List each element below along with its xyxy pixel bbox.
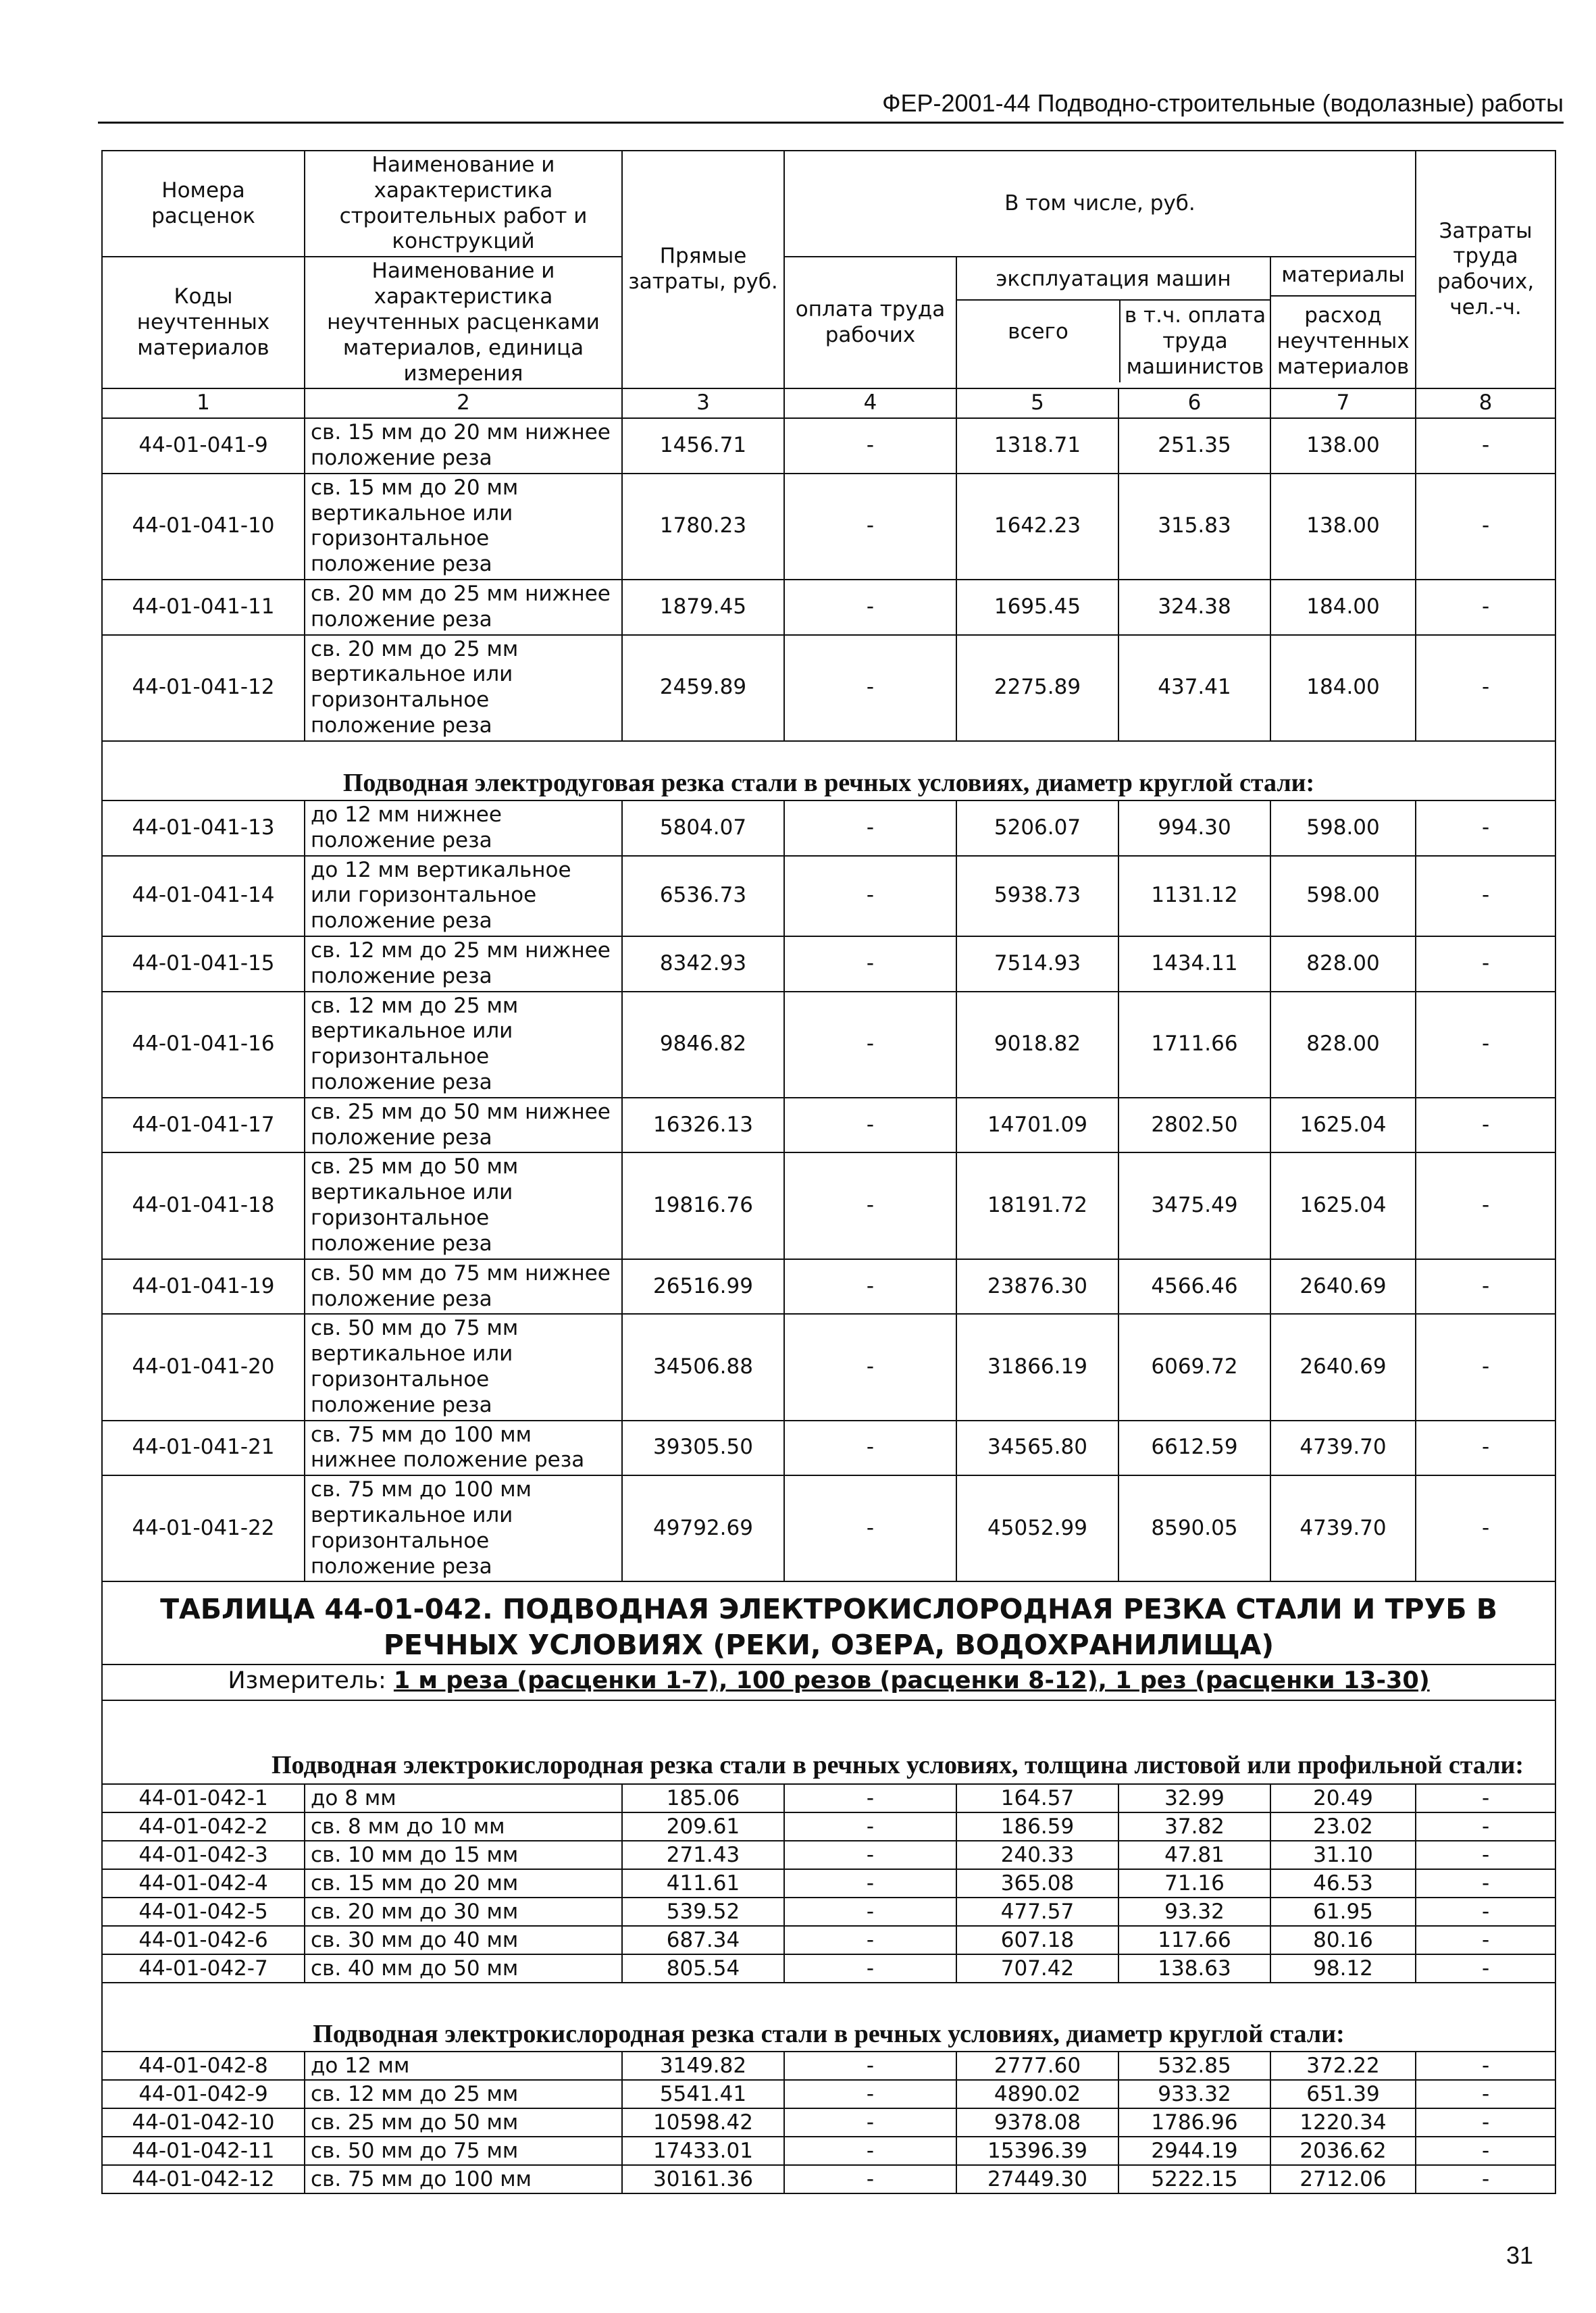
machines-total: 1695.45 bbox=[956, 580, 1118, 635]
machinist-pay: 32.99 bbox=[1118, 1784, 1270, 1812]
work-description: св. 75 мм до 100 мм вертикальное или горизонтальное положение реза bbox=[305, 1475, 622, 1581]
labor-hours: - bbox=[1416, 1954, 1555, 1983]
worker-pay: - bbox=[784, 418, 956, 474]
rate-code: 44-01-041-12 bbox=[102, 635, 305, 741]
table2-title-row bbox=[102, 1581, 1555, 1664]
labor-hours: - bbox=[1416, 1869, 1555, 1898]
worker-pay: - bbox=[784, 2165, 956, 2193]
header-machines-label: эксплуатация машин bbox=[957, 263, 1270, 301]
section-row bbox=[102, 741, 1555, 800]
direct-costs: 26516.99 bbox=[622, 1259, 784, 1315]
materials: 828.00 bbox=[1270, 936, 1416, 992]
machines-total: 5206.07 bbox=[956, 800, 1118, 856]
labor-hours: - bbox=[1416, 1812, 1555, 1841]
labor-hours: - bbox=[1416, 856, 1555, 936]
rate-code: 44-01-042-3 bbox=[102, 1841, 305, 1869]
materials: 23.02 bbox=[1270, 1812, 1416, 1841]
machines-total: 607.18 bbox=[956, 1926, 1118, 1954]
labor-hours: - bbox=[1416, 1259, 1555, 1315]
col-number: 4 bbox=[784, 388, 956, 418]
materials: 1625.04 bbox=[1270, 1152, 1416, 1259]
materials: 598.00 bbox=[1270, 800, 1416, 856]
column-numbers-row bbox=[102, 388, 1555, 418]
worker-pay: - bbox=[784, 992, 956, 1098]
direct-costs: 8342.93 bbox=[622, 936, 784, 992]
machinist-pay: 37.82 bbox=[1118, 1812, 1270, 1841]
table-row bbox=[102, 2108, 1555, 2137]
col-number: 2 bbox=[305, 388, 622, 418]
table-row bbox=[102, 1784, 1555, 1812]
machinist-pay: 933.32 bbox=[1118, 2080, 1270, 2108]
rate-code: 44-01-042-10 bbox=[102, 2108, 305, 2137]
worker-pay: - bbox=[784, 1926, 956, 1954]
materials: 2640.69 bbox=[1270, 1314, 1416, 1420]
machines-total: 477.57 bbox=[956, 1898, 1118, 1926]
table-row bbox=[102, 992, 1555, 1098]
direct-costs: 34506.88 bbox=[622, 1314, 784, 1420]
labor-hours: - bbox=[1416, 2137, 1555, 2165]
direct-costs: 5541.41 bbox=[622, 2080, 784, 2108]
work-description: св. 20 мм до 25 мм нижнее положение реза bbox=[305, 580, 622, 635]
work-description: св. 12 мм до 25 мм нижнее положение реза bbox=[305, 936, 622, 992]
work-description: св. 75 мм до 100 мм bbox=[305, 2165, 622, 2193]
rate-code: 44-01-042-1 bbox=[102, 1784, 305, 1812]
work-description: до 8 мм bbox=[305, 1784, 622, 1812]
section-row bbox=[102, 1983, 1555, 2052]
materials: 651.39 bbox=[1270, 2080, 1416, 2108]
work-description: св. 20 мм до 25 мм вертикальное или горизонтальное положение реза bbox=[305, 635, 622, 741]
labor-hours: - bbox=[1416, 2080, 1555, 2108]
machines-total: 9018.82 bbox=[956, 992, 1118, 1098]
rows-041-part1 bbox=[102, 418, 1555, 741]
direct-costs: 6536.73 bbox=[622, 856, 784, 936]
worker-pay: - bbox=[784, 2137, 956, 2165]
materials: 31.10 bbox=[1270, 1841, 1416, 1869]
machines-total: 27449.30 bbox=[956, 2165, 1118, 2193]
worker-pay: - bbox=[784, 1421, 956, 1476]
materials: 2712.06 bbox=[1270, 2165, 1416, 2193]
labor-hours: - bbox=[1416, 1898, 1555, 1926]
section-row bbox=[102, 1700, 1555, 1784]
work-description: до 12 мм нижнее положение реза bbox=[305, 800, 622, 856]
direct-costs: 805.54 bbox=[622, 1954, 784, 1983]
machines-total: 2777.60 bbox=[956, 2052, 1118, 2080]
direct-costs: 9846.82 bbox=[622, 992, 784, 1098]
machines-total: 707.42 bbox=[956, 1954, 1118, 1983]
direct-costs: 411.61 bbox=[622, 1869, 784, 1898]
table-row bbox=[102, 800, 1555, 856]
table-row bbox=[102, 1812, 1555, 1841]
work-description: св. 75 мм до 100 мм нижнее положение реза bbox=[305, 1421, 622, 1476]
machines-total: 15396.39 bbox=[956, 2137, 1118, 2165]
machines-total: 2275.89 bbox=[956, 635, 1118, 741]
machinist-pay: 2802.50 bbox=[1118, 1098, 1270, 1153]
machinist-pay: 532.85 bbox=[1118, 2052, 1270, 2080]
labor-hours: - bbox=[1416, 635, 1555, 741]
machines-total: 14701.09 bbox=[956, 1098, 1118, 1153]
work-description: св. 30 мм до 40 мм bbox=[305, 1926, 622, 1954]
labor-hours: - bbox=[1416, 474, 1555, 580]
labor-hours: - bbox=[1416, 992, 1555, 1098]
materials: 184.00 bbox=[1270, 635, 1416, 741]
machinist-pay: 71.16 bbox=[1118, 1869, 1270, 1898]
table-row bbox=[102, 856, 1555, 936]
page-number: 31 bbox=[1506, 2241, 1534, 2269]
worker-pay: - bbox=[784, 1954, 956, 1983]
worker-pay: - bbox=[784, 580, 956, 635]
direct-costs: 185.06 bbox=[622, 1784, 784, 1812]
machinist-pay: 1131.12 bbox=[1118, 856, 1270, 936]
work-description: св. 20 мм до 30 мм bbox=[305, 1898, 622, 1926]
worker-pay: - bbox=[784, 1812, 956, 1841]
col-number: 7 bbox=[1270, 388, 1416, 418]
table-row bbox=[102, 2165, 1555, 2193]
direct-costs: 5804.07 bbox=[622, 800, 784, 856]
header-machines-group bbox=[956, 257, 1270, 388]
header-row-1 bbox=[102, 151, 1555, 257]
machines-total: 23876.30 bbox=[956, 1259, 1118, 1315]
materials: 184.00 bbox=[1270, 580, 1416, 635]
worker-pay: - bbox=[784, 2080, 956, 2108]
table-row bbox=[102, 474, 1555, 580]
direct-costs: 687.34 bbox=[622, 1926, 784, 1954]
rate-code: 44-01-042-4 bbox=[102, 1869, 305, 1898]
labor-hours: - bbox=[1416, 1098, 1555, 1153]
rate-code: 44-01-042-8 bbox=[102, 2052, 305, 2080]
machines-total: 4890.02 bbox=[956, 2080, 1118, 2108]
machines-total: 186.59 bbox=[956, 1812, 1118, 1841]
materials: 138.00 bbox=[1270, 474, 1416, 580]
col-number: 6 bbox=[1118, 388, 1270, 418]
materials: 98.12 bbox=[1270, 1954, 1416, 1983]
materials: 138.00 bbox=[1270, 418, 1416, 474]
header-materials-group bbox=[1270, 257, 1416, 388]
work-description: св. 8 мм до 10 мм bbox=[305, 1812, 622, 1841]
table-row bbox=[102, 2137, 1555, 2165]
rows-042-part1 bbox=[102, 1784, 1555, 1983]
col-number: 3 bbox=[622, 388, 784, 418]
worker-pay: - bbox=[784, 936, 956, 992]
machinist-pay: 251.35 bbox=[1118, 418, 1270, 474]
rate-code: 44-01-042-11 bbox=[102, 2137, 305, 2165]
worker-pay: - bbox=[784, 474, 956, 580]
machinist-pay: 994.30 bbox=[1118, 800, 1270, 856]
machinist-pay: 437.41 bbox=[1118, 635, 1270, 741]
materials: 2036.62 bbox=[1270, 2137, 1416, 2165]
direct-costs: 39305.50 bbox=[622, 1421, 784, 1476]
machinist-pay: 3475.49 bbox=[1118, 1152, 1270, 1259]
table-row bbox=[102, 2080, 1555, 2108]
rate-code: 44-01-042-5 bbox=[102, 1898, 305, 1926]
header-materials-label: материалы bbox=[1271, 259, 1415, 297]
table-row bbox=[102, 635, 1555, 741]
table-row bbox=[102, 1954, 1555, 1983]
machines-total: 1318.71 bbox=[956, 418, 1118, 474]
labor-hours: - bbox=[1416, 1784, 1555, 1812]
work-description: св. 25 мм до 50 мм вертикальное или горизонтальное положение реза bbox=[305, 1152, 622, 1259]
machinist-pay: 315.83 bbox=[1118, 474, 1270, 580]
rate-code: 44-01-041-14 bbox=[102, 856, 305, 936]
labor-hours: - bbox=[1416, 2052, 1555, 2080]
work-description: св. 25 мм до 50 мм нижнее положение реза bbox=[305, 1098, 622, 1153]
col-number: 1 bbox=[102, 388, 305, 418]
table-row bbox=[102, 1314, 1555, 1420]
labor-hours: - bbox=[1416, 1475, 1555, 1581]
labor-hours: - bbox=[1416, 1152, 1555, 1259]
materials: 20.49 bbox=[1270, 1784, 1416, 1812]
section-oxygen-round-steel: Подводная электрокислородная резка стали в речных условиях, диаметр круглой стали: bbox=[102, 1983, 1555, 2052]
table-row bbox=[102, 1898, 1555, 1926]
rate-code: 44-01-042-6 bbox=[102, 1926, 305, 1954]
worker-pay: - bbox=[784, 1259, 956, 1315]
direct-costs: 2459.89 bbox=[622, 635, 784, 741]
table2-title: ТАБЛИЦА 44-01-042. ПОДВОДНАЯ ЭЛЕКТРОКИСЛОРОДНАЯ РЕЗКА СТАЛИ И ТРУБ В РЕЧНЫХ УСЛОВИЯХ (РЕКИ, ОЗЕРА, ВОДОХРАНИЛИЩА) bbox=[102, 1581, 1555, 1664]
machines-total: 1642.23 bbox=[956, 474, 1118, 580]
work-description: св. 40 мм до 50 мм bbox=[305, 1954, 622, 1983]
work-description: св. 12 мм до 25 мм вертикальное или горизонтальное положение реза bbox=[305, 992, 622, 1098]
worker-pay: - bbox=[784, 1869, 956, 1898]
rate-code: 44-01-041-17 bbox=[102, 1098, 305, 1153]
machinist-pay: 1711.66 bbox=[1118, 992, 1270, 1098]
direct-costs: 17433.01 bbox=[622, 2137, 784, 2165]
machines-total: 7514.93 bbox=[956, 936, 1118, 992]
col-number: 8 bbox=[1416, 388, 1555, 418]
worker-pay: - bbox=[784, 1098, 956, 1153]
rate-code: 44-01-041-22 bbox=[102, 1475, 305, 1581]
labor-hours: - bbox=[1416, 580, 1555, 635]
materials: 80.16 bbox=[1270, 1926, 1416, 1954]
materials: 46.53 bbox=[1270, 1869, 1416, 1898]
work-description: св. 50 мм до 75 мм bbox=[305, 2137, 622, 2165]
materials: 828.00 bbox=[1270, 992, 1416, 1098]
work-description: св. 12 мм до 25 мм bbox=[305, 2080, 622, 2108]
rate-code: 44-01-041-11 bbox=[102, 580, 305, 635]
materials: 2640.69 bbox=[1270, 1259, 1416, 1315]
rate-code: 44-01-041-15 bbox=[102, 936, 305, 992]
worker-pay: - bbox=[784, 1784, 956, 1812]
table-row bbox=[102, 580, 1555, 635]
work-description: св. 15 мм до 20 мм нижнее положение реза bbox=[305, 418, 622, 474]
table-row bbox=[102, 1926, 1555, 1954]
machinist-pay: 5222.15 bbox=[1118, 2165, 1270, 2193]
header-direct-costs: Прямые затраты, руб. bbox=[622, 151, 784, 388]
machinist-pay: 138.63 bbox=[1118, 1954, 1270, 1983]
rows-042-part2 bbox=[102, 2052, 1555, 2193]
machinist-pay: 4566.46 bbox=[1118, 1259, 1270, 1315]
machines-total: 240.33 bbox=[956, 1841, 1118, 1869]
direct-costs: 209.61 bbox=[622, 1812, 784, 1841]
worker-pay: - bbox=[784, 1314, 956, 1420]
machines-total: 164.57 bbox=[956, 1784, 1118, 1812]
machinist-pay: 8590.05 bbox=[1118, 1475, 1270, 1581]
header-labor-hours: Затраты труда рабочих, чел.-ч. bbox=[1416, 151, 1555, 388]
rate-code: 44-01-042-9 bbox=[102, 2080, 305, 2108]
header-machinist-pay: в т.ч. оплата труда машинистов bbox=[1124, 303, 1266, 379]
rate-code: 44-01-041-18 bbox=[102, 1152, 305, 1259]
machinist-pay: 6069.72 bbox=[1118, 1314, 1270, 1420]
machines-total: 45052.99 bbox=[956, 1475, 1118, 1581]
worker-pay: - bbox=[784, 1841, 956, 1869]
materials: 4739.70 bbox=[1270, 1421, 1416, 1476]
work-description: св. 50 мм до 75 мм нижнее положение реза bbox=[305, 1259, 622, 1315]
materials: 372.22 bbox=[1270, 2052, 1416, 2080]
direct-costs: 1780.23 bbox=[622, 474, 784, 580]
rate-code: 44-01-042-2 bbox=[102, 1812, 305, 1841]
materials: 1625.04 bbox=[1270, 1098, 1416, 1153]
table-row bbox=[102, 936, 1555, 992]
worker-pay: - bbox=[784, 2052, 956, 2080]
worker-pay: - bbox=[784, 2108, 956, 2137]
direct-costs: 1456.71 bbox=[622, 418, 784, 474]
header-rate-numbers: Номера расценок bbox=[102, 151, 305, 257]
direct-costs: 19816.76 bbox=[622, 1152, 784, 1259]
worker-pay: - bbox=[784, 1898, 956, 1926]
labor-hours: - bbox=[1416, 2108, 1555, 2137]
direct-costs: 10598.42 bbox=[622, 2108, 784, 2137]
labor-hours: - bbox=[1416, 1314, 1555, 1420]
machinist-pay: 93.32 bbox=[1118, 1898, 1270, 1926]
machinist-pay: 2944.19 bbox=[1118, 2137, 1270, 2165]
direct-costs: 30161.36 bbox=[622, 2165, 784, 2193]
header-unaccounted-codes: Коды неучтенных материалов bbox=[102, 257, 305, 388]
meter-label: Измеритель: bbox=[228, 1667, 386, 1695]
direct-costs: 539.52 bbox=[622, 1898, 784, 1926]
labor-hours: - bbox=[1416, 418, 1555, 474]
header-unaccounted-name: Наименование и характеристика неучтенных расценками материалов, единица измерения bbox=[305, 257, 622, 388]
labor-hours: - bbox=[1416, 2165, 1555, 2193]
table-row bbox=[102, 1259, 1555, 1315]
work-description: до 12 мм вертикальное или горизонтальное положение реза bbox=[305, 856, 622, 936]
machinist-pay: 324.38 bbox=[1118, 580, 1270, 635]
table-row bbox=[102, 1152, 1555, 1259]
machines-total: 34565.80 bbox=[956, 1421, 1118, 1476]
worker-pay: - bbox=[784, 1475, 956, 1581]
materials: 61.95 bbox=[1270, 1898, 1416, 1926]
labor-hours: - bbox=[1416, 800, 1555, 856]
work-description: св. 15 мм до 20 мм bbox=[305, 1869, 622, 1898]
direct-costs: 3149.82 bbox=[622, 2052, 784, 2080]
machinist-pay: 47.81 bbox=[1118, 1841, 1270, 1869]
work-description: св. 15 мм до 20 мм вертикальное или горизонтальное положение реза bbox=[305, 474, 622, 580]
machinist-pay: 1434.11 bbox=[1118, 936, 1270, 992]
labor-hours: - bbox=[1416, 1421, 1555, 1476]
work-description: св. 25 мм до 50 мм bbox=[305, 2108, 622, 2137]
machines-total: 31866.19 bbox=[956, 1314, 1118, 1420]
worker-pay: - bbox=[784, 1152, 956, 1259]
worker-pay: - bbox=[784, 635, 956, 741]
table-row bbox=[102, 1475, 1555, 1581]
rate-code: 44-01-041-19 bbox=[102, 1259, 305, 1315]
col-number: 5 bbox=[956, 388, 1118, 418]
machinist-pay: 6612.59 bbox=[1118, 1421, 1270, 1476]
rate-code: 44-01-041-9 bbox=[102, 418, 305, 474]
direct-costs: 16326.13 bbox=[622, 1098, 784, 1153]
section-oxygen-sheet-steel: Подводная электрокислородная резка стали в речных условиях, толщина листовой или профильной стали: bbox=[102, 1700, 1555, 1784]
rates-table bbox=[101, 150, 1556, 2194]
machinist-pay: 117.66 bbox=[1118, 1926, 1270, 1954]
header-worker-pay: оплата труда рабочих bbox=[784, 257, 956, 388]
table2-meter-row bbox=[102, 1664, 1555, 1700]
worker-pay: - bbox=[784, 800, 956, 856]
work-description: до 12 мм bbox=[305, 2052, 622, 2080]
table-row bbox=[102, 1869, 1555, 1898]
table-row bbox=[102, 2052, 1555, 2080]
rate-code: 44-01-041-16 bbox=[102, 992, 305, 1098]
labor-hours: - bbox=[1416, 936, 1555, 992]
machines-total: 9378.08 bbox=[956, 2108, 1118, 2137]
direct-costs: 49792.69 bbox=[622, 1475, 784, 1581]
meter-value: 1 м реза (расценки 1-7), 100 резов (расценки 8-12), 1 рез (расценки 13-30) bbox=[393, 1667, 1430, 1695]
section-arc-round-steel: Подводная электродуговая резка стали в речных условиях, диаметр круглой стали: bbox=[102, 741, 1555, 800]
header-work-name: Наименование и характеристика строительных работ и конструкций bbox=[305, 151, 622, 257]
rate-code: 44-01-042-12 bbox=[102, 2165, 305, 2193]
work-description: св. 50 мм до 75 мм вертикальное или горизонтальное положение реза bbox=[305, 1314, 622, 1420]
direct-costs: 271.43 bbox=[622, 1841, 784, 1869]
rate-code: 44-01-041-20 bbox=[102, 1314, 305, 1420]
rate-code: 44-01-041-10 bbox=[102, 474, 305, 580]
machines-total: 18191.72 bbox=[956, 1152, 1118, 1259]
running-head: ФЕР-2001-44 Подводно-строительные (водолазные) работы bbox=[98, 89, 1564, 124]
labor-hours: - bbox=[1416, 1926, 1555, 1954]
machinist-pay: 1786.96 bbox=[1118, 2108, 1270, 2137]
header-including: В том числе, руб. bbox=[784, 151, 1416, 257]
header-machines-total: всего bbox=[957, 301, 1121, 382]
machines-total: 365.08 bbox=[956, 1869, 1118, 1898]
work-description: св. 10 мм до 15 мм bbox=[305, 1841, 622, 1869]
rate-code: 44-01-041-13 bbox=[102, 800, 305, 856]
materials: 4739.70 bbox=[1270, 1475, 1416, 1581]
table-row bbox=[102, 418, 1555, 474]
materials: 598.00 bbox=[1270, 856, 1416, 936]
table-row bbox=[102, 1421, 1555, 1476]
table-row bbox=[102, 1098, 1555, 1153]
worker-pay: - bbox=[784, 856, 956, 936]
header-row-2 bbox=[102, 257, 1555, 388]
rate-code: 44-01-042-7 bbox=[102, 1954, 305, 1983]
table-row bbox=[102, 1841, 1555, 1869]
labor-hours: - bbox=[1416, 1841, 1555, 1869]
header-material-consumption: расход неучтенных материалов bbox=[1277, 303, 1410, 379]
rows-041-part2 bbox=[102, 800, 1555, 1582]
direct-costs: 1879.45 bbox=[622, 580, 784, 635]
machines-total: 5938.73 bbox=[956, 856, 1118, 936]
rate-code: 44-01-041-21 bbox=[102, 1421, 305, 1476]
materials: 1220.34 bbox=[1270, 2108, 1416, 2137]
